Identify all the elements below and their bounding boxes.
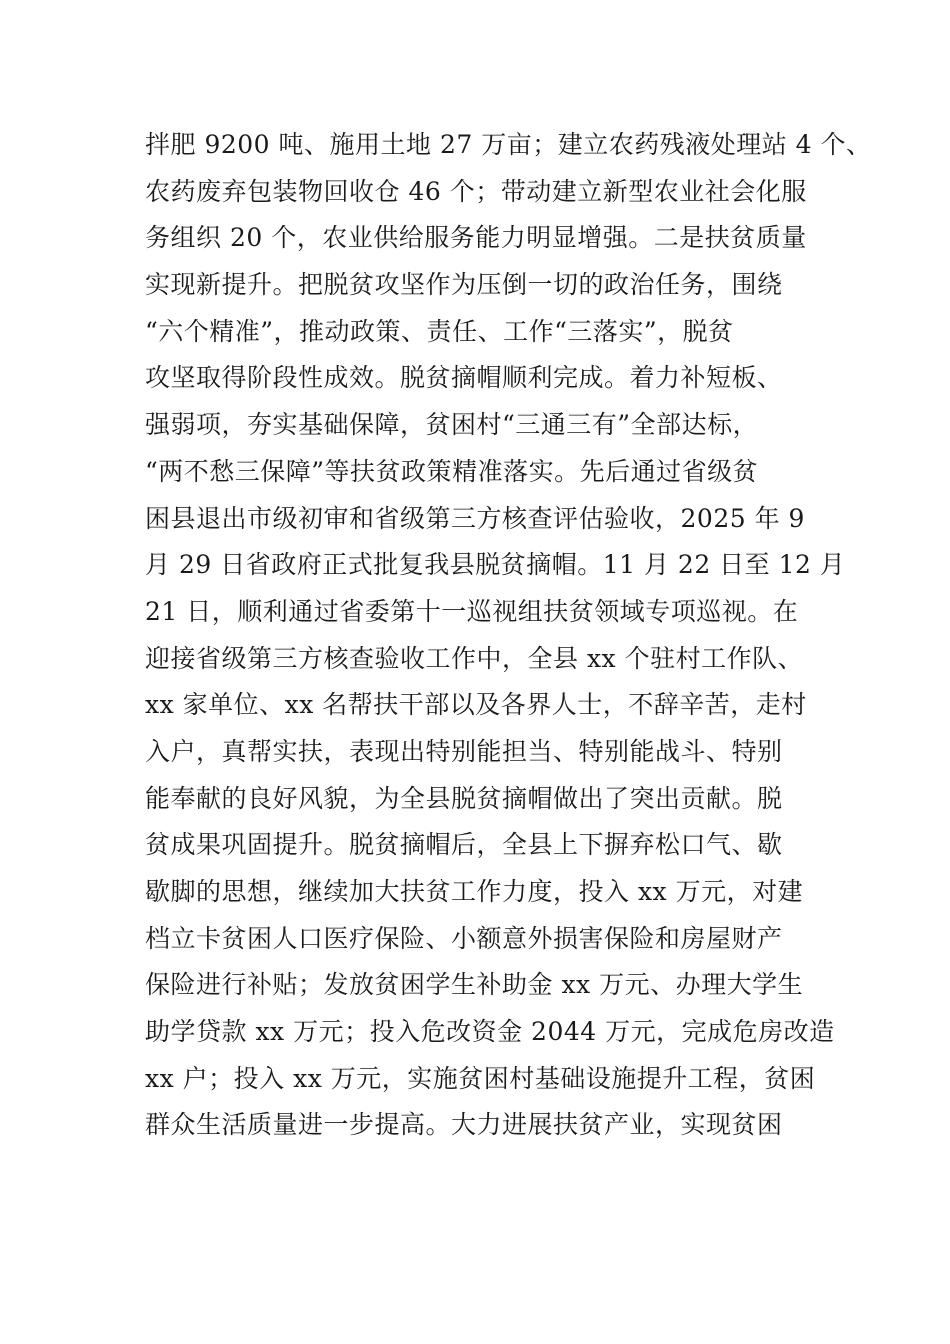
text-line: 迎接省级第三方核查验收工作中，全县 xx 个驻村工作队、 <box>145 643 804 673</box>
text-line: 助学贷款 xx 万元；投入危改资金 2044 万元，完成危房改造 <box>145 1017 835 1047</box>
text-line: “两不愁三保障”等扶贫政策精准落实。先后通过省级贫 <box>145 456 759 486</box>
text-line: 保险进行补贴；发放贫困学生补助金 xx 万元、办理大学生 <box>145 970 804 1000</box>
text-line: 21 日，顺利通过省委第十一巡视组扶贫领域专项巡视。在 <box>145 596 799 626</box>
body-text <box>145 122 872 1149</box>
text-line: 档立卡贫困人口医疗保险、小额意外损害保险和房屋财产 <box>145 923 783 953</box>
text-line: 月 29 日省政府正式批复我县脱贫摘帽。11 月 22 日至 12 月 <box>145 550 846 580</box>
text-line: 群众生活质量进一步提高。大力进展扶贫产业，实现贫困 <box>145 1110 783 1140</box>
text-line: 能奉献的良好风貌，为全县脱贫摘帽做出了突出贡献。脱 <box>145 783 783 813</box>
text-line: xx 家单位、xx 名帮扶干部以及各界人士，不辞辛苦，走村 <box>145 690 807 720</box>
text-line: “六个精准”，推动政策、责任、工作“三落实”，脱贫 <box>145 316 734 346</box>
text-line: 攻坚取得阶段性成效。脱贫摘帽顺利完成。着力补短板、 <box>145 363 783 393</box>
text-line: 强弱项，夯实基础保障，贫困村“三通三有”全部达标， <box>145 410 759 440</box>
text-line: 拌肥 9200 吨、施用土地 27 万亩；建立农药残液处理站 4 个、 <box>145 130 872 159</box>
text-line: 务组织 20 个，农业供给服务能力明显增强。二是扶贫质量 <box>145 223 807 253</box>
text-line: 歇脚的思想，继续加大扶贫工作力度，投入 xx 万元，对建 <box>145 877 804 906</box>
text-line: 实现新提升。把脱贫攻坚作为压倒一切的政治任务，围绕 <box>145 270 783 300</box>
text-line: 贫成果巩固提升。脱贫摘帽后，全县上下摒弃松口气、歇 <box>145 830 783 860</box>
text-line: 入户，真帮实扶，表现出特别能担当、特别能战斗、特别 <box>145 736 783 766</box>
text-line: xx 户；投入 xx 万元，实施贫困村基础设施提升工程，贫困 <box>145 1063 816 1093</box>
text-line: 困县退出市级初审和省级第三方核查评估验收，2025 年 9 <box>145 503 805 533</box>
text-line: 农药废弃包装物回收仓 46 个；带动建立新型农业社会化服 <box>145 176 807 206</box>
